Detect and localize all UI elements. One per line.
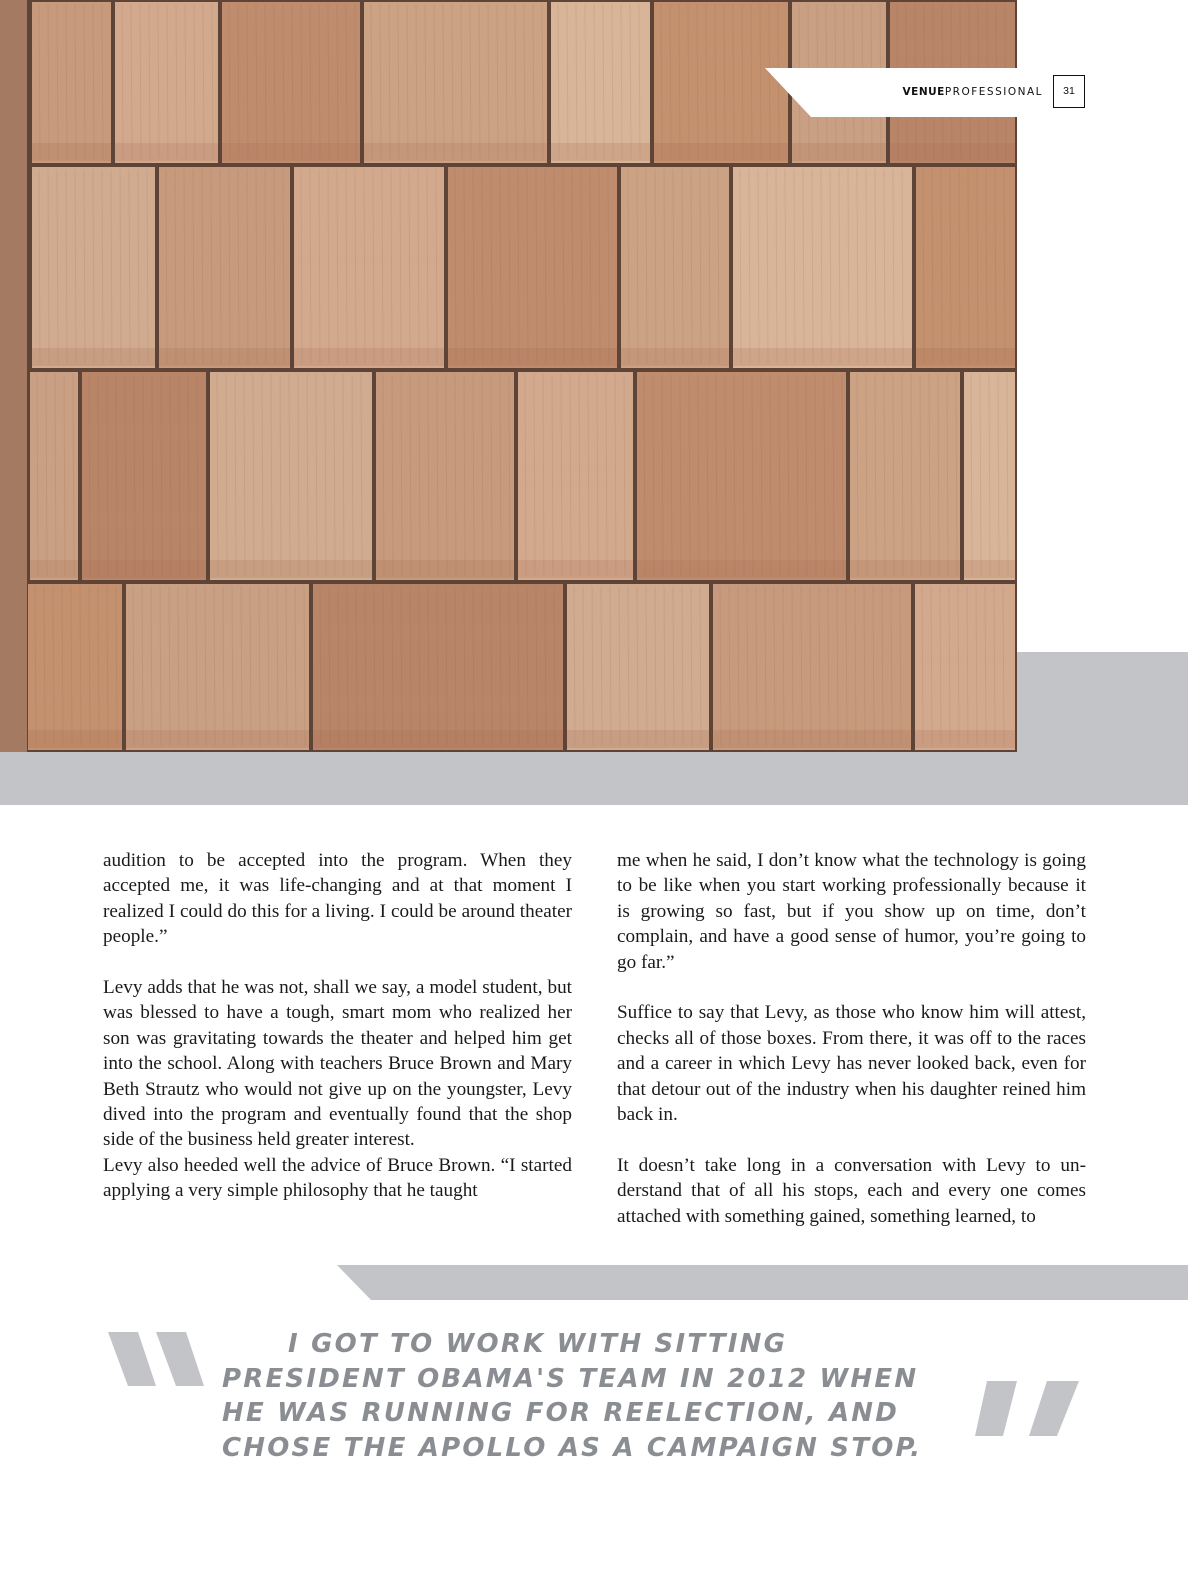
magazine-brand — [903, 84, 1045, 100]
open-quote-mark-icon — [106, 1330, 206, 1388]
close-quote-mark-icon — [971, 1380, 1081, 1438]
paragraph: audition to be accepted into the program. When they accepted me, it was life-changing and at that moment I realized I could do this for a living. I could be around theater people.” — [103, 850, 572, 948]
brand-light: PROFESSIONAL — [944, 86, 1043, 98]
article-column-right — [617, 848, 1086, 1229]
paragraph: It doesn’t take long in a conversation with Levy to understand that of all his stops, each and every one comes attached with something gained, something learned, to — [617, 1154, 1086, 1227]
article-column-left — [103, 848, 572, 1204]
magazine-header-tab — [765, 68, 1045, 117]
paragraph: me when he said, I don’t know what the technology is going to be like when you start working professionally because it is growing so fast, but if you show up on time, don’t complain, and have a good sense of humor, you’re going to go far.” — [617, 850, 1086, 973]
paragraph: Suffice to say that Levy, as those who know him will attest, checks all of those boxes. From there, it was off to the races and a career in which Levy has never looked back, even for that detour out of the industry when his daughter reined him back in. — [617, 1002, 1086, 1126]
pull-quote-text: I GOT TO WORK WITH SITTING PRESIDENT OBAMA'S TEAM IN 2012 WHEN HE WAS RUNNING FOR REELECTION, AND CHOSE THE APOLLO AS A CAMPAIGN STOP. — [222, 1329, 923, 1463]
pull-quote-band — [337, 1265, 1188, 1301]
paragraph: Levy adds that he was not, shall we say, a model student, but was blessed to have a tough, smart mom who realized her son was gravitating towards the theater and helped him get into the school. Along with teachers Bruce Brown and Mary Beth Strautz who would not give up on the youngster, Levy dived into the program and eventually found that the shop side of the business held greater interest. — [103, 977, 572, 1151]
page-number: 31 — [1053, 75, 1085, 108]
paragraph: Levy also heeded well the advice of Bruce Brown. “I started applying a very simple philosophy that he taught — [103, 1154, 572, 1202]
brand-bold: VENUE — [902, 86, 945, 98]
